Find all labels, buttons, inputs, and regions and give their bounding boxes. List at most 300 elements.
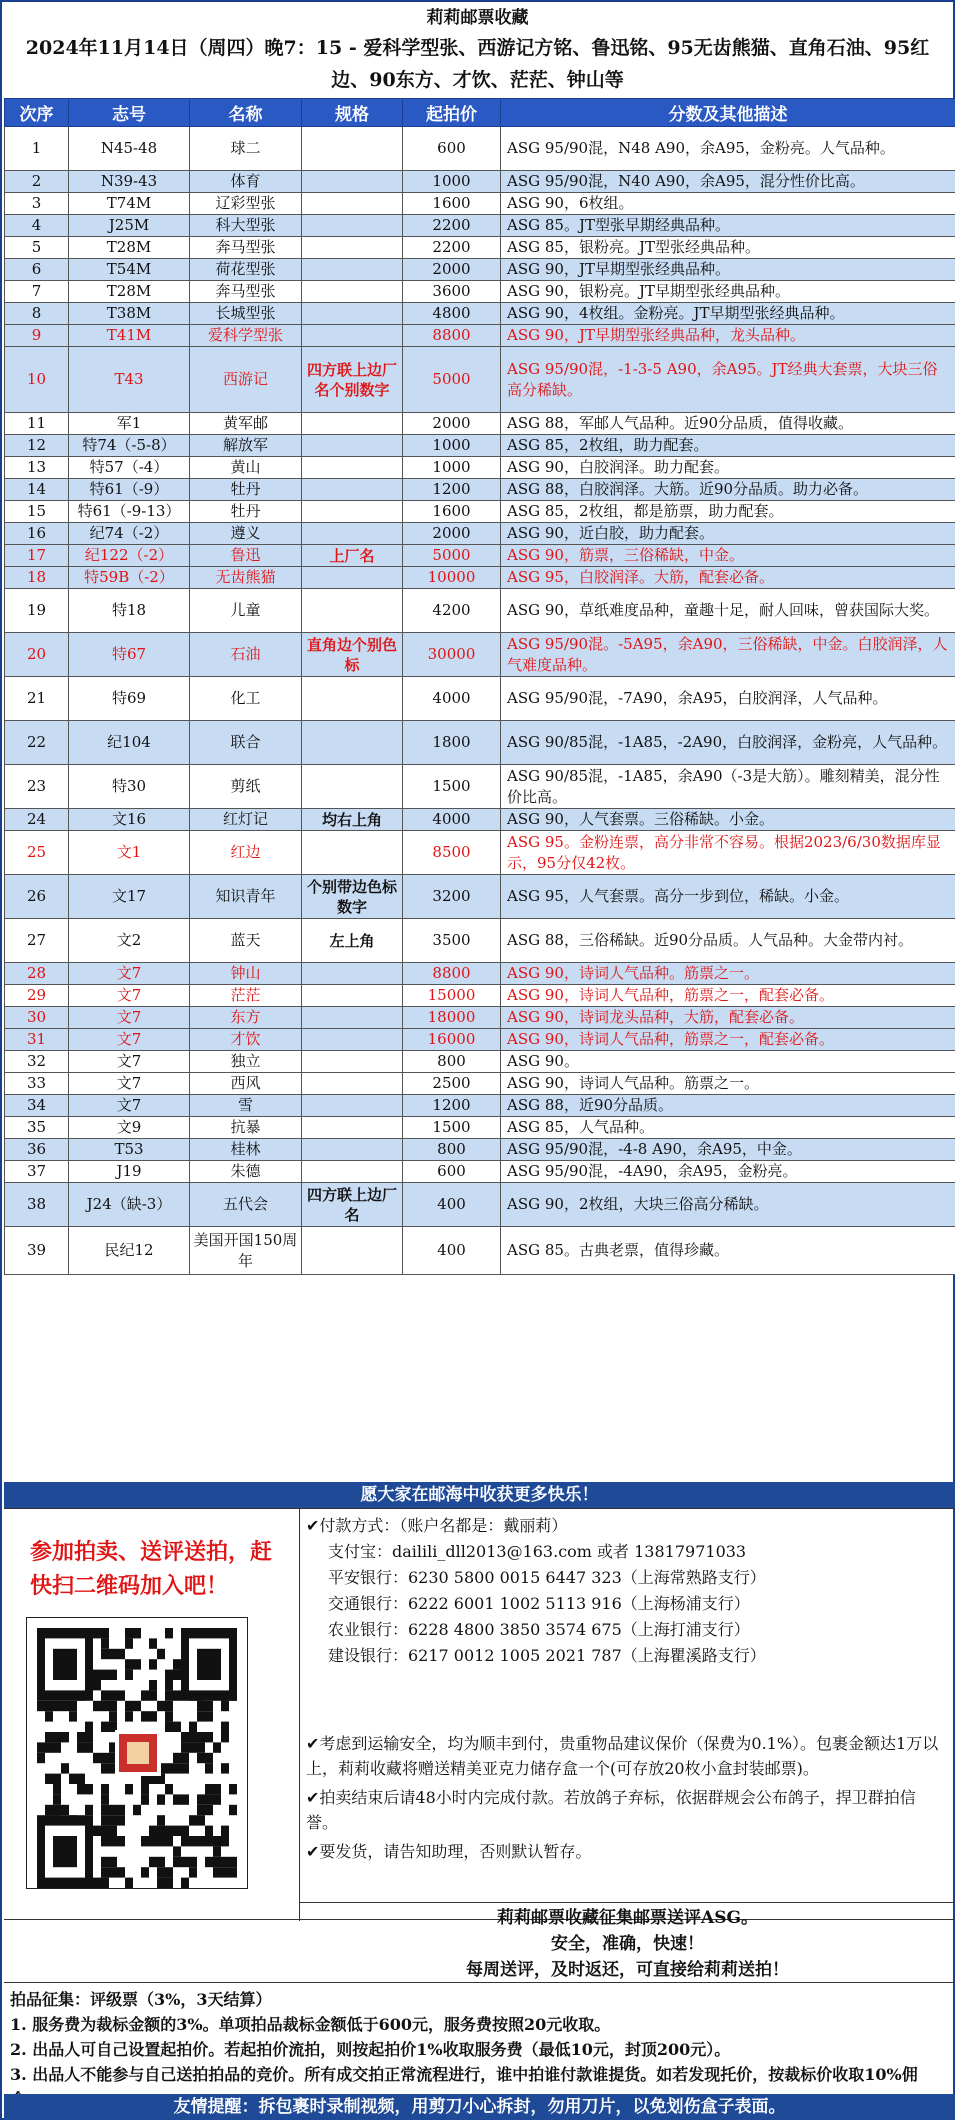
cell-spec [302, 259, 403, 281]
table-header-row [5, 99, 955, 127]
cell-spec [302, 589, 403, 633]
table-row [5, 479, 955, 501]
cell-name: 荷花型张 [190, 259, 302, 281]
cell-spec [302, 127, 403, 171]
cell-spec [302, 281, 403, 303]
cell-desc: ASG 88，三俗稀缺。近90分品质。人气品种。大金带内衬。 [501, 919, 955, 963]
cell-code: N45-48 [69, 127, 190, 171]
banner-top: 愿大家在邮海中收获更多快乐！ [4, 1482, 955, 1508]
cell-price: 5000 [403, 347, 501, 413]
cell-name: 奔马型张 [190, 281, 302, 303]
table-row [5, 875, 955, 919]
cell-desc: ASG 90，诗词人气品种，筋票之一，配套必备。 [501, 1029, 955, 1051]
cell-spec [302, 303, 403, 325]
cell-desc: ASG 90，诗词人气品种。筋票之一。 [501, 963, 955, 985]
cell-no: 4 [5, 215, 69, 237]
cell-name: 雪 [190, 1095, 302, 1117]
table-row [5, 545, 955, 567]
cell-price: 8800 [403, 963, 501, 985]
cell-price: 1600 [403, 501, 501, 523]
cell-spec [302, 215, 403, 237]
table-row [5, 567, 955, 589]
cell-no: 7 [5, 281, 69, 303]
cell-desc: ASG 90，银粉亮。JT早期型张经典品种。 [501, 281, 955, 303]
cell-spec [302, 765, 403, 809]
cell-desc: ASG 95/90混，N48 A90，余A95，金粉亮。人气品种。 [501, 127, 955, 171]
table-row [5, 1139, 955, 1161]
cell-no: 30 [5, 1007, 69, 1029]
cell-name: 辽彩型张 [190, 193, 302, 215]
join-text: 参加拍卖、送评送拍，赶快扫二维码加入吧！ [30, 1539, 273, 1599]
cell-spec [302, 1227, 403, 1275]
cell-no: 34 [5, 1095, 69, 1117]
cell-spec [302, 457, 403, 479]
cell-desc: ASG 90，筋票，三俗稀缺，中金。 [501, 545, 955, 567]
cell-code: 特57（-4） [69, 457, 190, 479]
table-row [5, 1007, 955, 1029]
cell-price: 18000 [403, 1007, 501, 1029]
cell-no: 38 [5, 1183, 69, 1227]
cell-desc: ASG 88，军邮人气品种。近90分品质，值得收藏。 [501, 413, 955, 435]
banner-bottom: 友情提醒：拆包裹时录制视频，用剪刀小心拆封，勿用刀片，以免划伤盒子表面。 [4, 2094, 955, 2120]
cell-name: 红边 [190, 831, 302, 875]
cell-name: 知识青年 [190, 875, 302, 919]
cell-name: 解放军 [190, 435, 302, 457]
cell-desc: ASG 90，白胶润泽。助力配套。 [501, 457, 955, 479]
bank-line: 平安银行：6230 5800 0015 6447 323（上海常熟路支行） [328, 1568, 766, 1587]
cell-code: 纪74（-2） [69, 523, 190, 545]
cell-code: J24（缺-3） [69, 1183, 190, 1227]
cell-name: 化工 [190, 677, 302, 721]
cell-price: 16000 [403, 1029, 501, 1051]
terms-heading: 拍品征集：评级票（3%，3天结算） [10, 1990, 272, 2009]
cell-no: 1 [5, 127, 69, 171]
cell-no: 27 [5, 919, 69, 963]
cell-code: T43 [69, 347, 190, 413]
cell-price: 1500 [403, 765, 501, 809]
cell-spec [302, 193, 403, 215]
cell-spec [302, 479, 403, 501]
cell-price: 4200 [403, 589, 501, 633]
cell-desc: ASG 85。古典老票，值得珍藏。 [501, 1227, 955, 1275]
cell-desc: ASG 90/85混，-1A85，-2A90，白胶润泽，金粉亮，人气品种。 [501, 721, 955, 765]
cell-no: 37 [5, 1161, 69, 1183]
cell-code: J25M [69, 215, 190, 237]
cell-price: 1200 [403, 1095, 501, 1117]
cell-name: 牡丹 [190, 479, 302, 501]
cell-name: 茫茫 [190, 985, 302, 1007]
cell-name: 西游记 [190, 347, 302, 413]
cell-code: 军1 [69, 413, 190, 435]
table-row [5, 435, 955, 457]
cell-spec [302, 831, 403, 875]
info-panel [4, 1508, 955, 1920]
cell-code: 民纪12 [69, 1227, 190, 1275]
cell-desc: ASG 90，草纸难度品种，童趣十足，耐人回味，曾获国际大奖。 [501, 589, 955, 633]
note-delivery: ✔要发货，请告知助理，否则默认暂存。 [306, 1842, 592, 1861]
cell-no: 16 [5, 523, 69, 545]
cell-desc: ASG 95/90混，-1-3-5 A90，余A95。JT经典大套票，大块三俗高分稀缺。 [501, 347, 955, 413]
notes [306, 1731, 946, 1868]
cell-desc: ASG 95，白胶润泽。大筋，配套必备。 [501, 567, 955, 589]
cell-no: 39 [5, 1227, 69, 1275]
cell-name: 牡丹 [190, 501, 302, 523]
cell-name: 联合 [190, 721, 302, 765]
cell-name: 剪纸 [190, 765, 302, 809]
alipay-line: 支付宝：dailili_dll2013@163.com 或者 13817971033 [328, 1542, 747, 1561]
cell-name: 独立 [190, 1051, 302, 1073]
header [4, 4, 951, 96]
cell-no: 20 [5, 633, 69, 677]
cell-desc: ASG 85，银粉亮。JT型张经典品种。 [501, 237, 955, 259]
cell-no: 15 [5, 501, 69, 523]
cell-spec: 四方联上边厂名 [302, 1183, 403, 1227]
cell-spec: 左上角 [302, 919, 403, 963]
cell-desc: ASG 88，近90分品质。 [501, 1095, 955, 1117]
join-box [4, 1509, 300, 1921]
terms-item: 3. 出品人不能参与自己送拍拍品的竞价。所有成交拍正常流程进行，谁中拍谁付款谁提货。如若发现托价，按裁标价收取10%佣 [10, 2065, 918, 2084]
cell-name: 无齿熊猫 [190, 567, 302, 589]
payment-box [300, 1509, 955, 1921]
cell-price: 30000 [403, 633, 501, 677]
table-row [5, 325, 955, 347]
cell-code: T54M [69, 259, 190, 281]
cell-price: 1500 [403, 1117, 501, 1139]
service-box [300, 1902, 955, 1982]
cell-spec: 个别带边色标数字 [302, 875, 403, 919]
cell-code: T53 [69, 1139, 190, 1161]
cell-code: 特69 [69, 677, 190, 721]
cell-name: 才饮 [190, 1029, 302, 1051]
table-row [5, 809, 955, 831]
cell-name: 科大型张 [190, 215, 302, 237]
cell-code: 文7 [69, 1073, 190, 1095]
cell-code: 特18 [69, 589, 190, 633]
cell-no: 11 [5, 413, 69, 435]
page-subtitle: 2024年11月14日（周四）晚7：15 - 爱科学型张、西游记方铭、鲁迅铭、95无齿熊猫、直角石油、95红边、90东方、才饮、茫茫、钟山等 [25, 37, 930, 91]
cell-desc: ASG 85，2枚组，都是筋票，助力配套。 [501, 501, 955, 523]
cell-desc: ASG 95/90混，-7A90，余A95，白胶润泽，人气品种。 [501, 677, 955, 721]
cell-spec [302, 1073, 403, 1095]
cell-price: 600 [403, 1161, 501, 1183]
cell-name: 儿童 [190, 589, 302, 633]
cell-name: 钟山 [190, 963, 302, 985]
cell-price: 2000 [403, 523, 501, 545]
cell-desc: ASG 88，白胶润泽。大筋。近90分品质。助力必备。 [501, 479, 955, 501]
cell-price: 4000 [403, 809, 501, 831]
cell-no: 3 [5, 193, 69, 215]
table-row [5, 281, 955, 303]
cell-name: 西风 [190, 1073, 302, 1095]
cell-name: 东方 [190, 1007, 302, 1029]
cell-spec [302, 721, 403, 765]
note-payment: ✔拍卖结束后请48小时内完成付款。若放鸽子弃标，依据群规会公布鸽子，捍卫群拍信誉。 [306, 1788, 916, 1832]
cell-no: 13 [5, 457, 69, 479]
terms-item: 2. 出品人可自己设置起拍价。若起拍价流拍，则按起拍价1%收取服务费（最低10元，封顶200元）。 [10, 2040, 731, 2059]
cell-code: T74M [69, 193, 190, 215]
cell-code: 特30 [69, 765, 190, 809]
cell-no: 2 [5, 171, 69, 193]
service-line-3: 每周送评，及时返还，可直接给莉莉送拍！ [466, 1960, 789, 1980]
cell-spec: 上厂名 [302, 545, 403, 567]
table-row [5, 1117, 955, 1139]
cell-code: 文7 [69, 963, 190, 985]
cell-spec [302, 1139, 403, 1161]
cell-spec [302, 435, 403, 457]
cell-price: 1600 [403, 193, 501, 215]
cell-spec [302, 567, 403, 589]
cell-no: 10 [5, 347, 69, 413]
cell-price: 1000 [403, 435, 501, 457]
table-row [5, 237, 955, 259]
cell-price: 2000 [403, 413, 501, 435]
cell-price: 3200 [403, 875, 501, 919]
cell-name: 体育 [190, 171, 302, 193]
cell-spec [302, 1117, 403, 1139]
table-row [5, 765, 955, 809]
table-row [5, 1183, 955, 1227]
cell-no: 6 [5, 259, 69, 281]
cell-price: 2000 [403, 259, 501, 281]
cell-no: 26 [5, 875, 69, 919]
cell-name: 桂林 [190, 1139, 302, 1161]
cell-code: T38M [69, 303, 190, 325]
cell-code: 文7 [69, 1029, 190, 1051]
qr-code-icon[interactable] [26, 1617, 248, 1889]
payment-info [306, 1513, 946, 1669]
cell-no: 5 [5, 237, 69, 259]
cell-code: T28M [69, 281, 190, 303]
page-title: 莉莉邮票收藏 [426, 8, 529, 28]
cell-desc: ASG 90/85混，-1A85，余A90（-3是大筋）。雕刻精美，混分性价比高。 [501, 765, 955, 809]
cell-spec [302, 677, 403, 721]
table-row [5, 919, 955, 963]
terms-item: 1. 服务费为裁标金额的3%。单项拍品裁标金额低于600元，服务费按照20元收取。 [10, 2015, 611, 2034]
col-header-no: 次序 [5, 99, 69, 127]
cell-code: 文7 [69, 1007, 190, 1029]
cell-code: 文2 [69, 919, 190, 963]
cell-desc: ASG 95，人气套票。高分一步到位，稀缺。小金。 [501, 875, 955, 919]
table-row [5, 677, 955, 721]
col-header-spec: 规格 [302, 99, 403, 127]
cell-no: 24 [5, 809, 69, 831]
table-row [5, 721, 955, 765]
cell-name: 黄山 [190, 457, 302, 479]
cell-name: 奔马型张 [190, 237, 302, 259]
table-row [5, 1073, 955, 1095]
cell-desc: ASG 85。JT型张早期经典品种。 [501, 215, 955, 237]
cell-spec [302, 1007, 403, 1029]
cell-no: 32 [5, 1051, 69, 1073]
cell-code: 文7 [69, 1095, 190, 1117]
cell-price: 1000 [403, 171, 501, 193]
cell-desc: ASG 95/90混，N40 A90，余A95，混分性价比高。 [501, 171, 955, 193]
cell-spec [302, 237, 403, 259]
cell-desc: ASG 90，近白胶，助力配套。 [501, 523, 955, 545]
cell-no: 18 [5, 567, 69, 589]
table-row [5, 985, 955, 1007]
cell-no: 31 [5, 1029, 69, 1051]
cell-price: 600 [403, 127, 501, 171]
cell-code: J19 [69, 1161, 190, 1183]
cell-code: 文9 [69, 1117, 190, 1139]
cell-price: 4800 [403, 303, 501, 325]
table-row [5, 1095, 955, 1117]
cell-desc: ASG 90，诗词人气品种，筋票之一，配套必备。 [501, 985, 955, 1007]
cell-no: 29 [5, 985, 69, 1007]
cell-spec [302, 413, 403, 435]
cell-price: 8500 [403, 831, 501, 875]
cell-price: 5000 [403, 545, 501, 567]
cell-code: 特67 [69, 633, 190, 677]
cell-name: 遵义 [190, 523, 302, 545]
table-row [5, 215, 955, 237]
cell-spec [302, 985, 403, 1007]
cell-desc: ASG 95/90混，-4-8 A90，余A95，中金。 [501, 1139, 955, 1161]
bank-line: 交通银行：6222 6001 1002 5113 916（上海杨浦支行） [328, 1594, 750, 1613]
cell-no: 28 [5, 963, 69, 985]
table-row [5, 501, 955, 523]
cell-no: 25 [5, 831, 69, 875]
cell-price: 4000 [403, 677, 501, 721]
table-row [5, 413, 955, 435]
cell-no: 23 [5, 765, 69, 809]
col-header-desc: 分数及其他描述 [501, 99, 955, 127]
cell-name: 鲁迅 [190, 545, 302, 567]
table-row [5, 963, 955, 985]
cell-spec [302, 171, 403, 193]
cell-desc: ASG 90，诗词龙头品种，大筋，配套必备。 [501, 1007, 955, 1029]
cell-price: 800 [403, 1139, 501, 1161]
cell-price: 3500 [403, 919, 501, 963]
cell-name: 红灯记 [190, 809, 302, 831]
cell-desc: ASG 95。金粉连票，高分非常不容易。根据2023/6/30数据库显示，95分仅42枚。 [501, 831, 955, 875]
table-row [5, 633, 955, 677]
cell-name: 美国开国150周年 [190, 1227, 302, 1275]
service-line-1: 莉莉邮票收藏征集邮票送评ASG。 [497, 1908, 758, 1928]
cell-code: 特59B（-2） [69, 567, 190, 589]
col-header-name: 名称 [190, 99, 302, 127]
cell-no: 22 [5, 721, 69, 765]
cell-desc: ASG 90，诗词人气品种。筋票之一。 [501, 1073, 955, 1095]
cell-price: 15000 [403, 985, 501, 1007]
cell-price: 3600 [403, 281, 501, 303]
cell-no: 14 [5, 479, 69, 501]
cell-name: 抗暴 [190, 1117, 302, 1139]
cell-code: 文16 [69, 809, 190, 831]
cell-no: 33 [5, 1073, 69, 1095]
cell-name: 五代会 [190, 1183, 302, 1227]
cell-spec: 四方联上边厂名个别数字 [302, 347, 403, 413]
bank-line: 农业银行：6228 4800 3850 3574 675（上海打浦支行） [328, 1620, 750, 1639]
cell-desc: ASG 90，JT早期型张经典品种。 [501, 259, 955, 281]
cell-spec [302, 1029, 403, 1051]
cell-price: 1200 [403, 479, 501, 501]
cell-spec [302, 1051, 403, 1073]
cell-no: 19 [5, 589, 69, 633]
cell-name: 黄军邮 [190, 413, 302, 435]
cell-desc: ASG 90，4枚组。金粉亮。JT早期型张经典品种。 [501, 303, 955, 325]
table-row [5, 171, 955, 193]
cell-desc: ASG 95/90混，-4A90，余A95，金粉亮。 [501, 1161, 955, 1183]
cell-name: 蓝天 [190, 919, 302, 963]
cell-name: 石油 [190, 633, 302, 677]
cell-spec: 均右上角 [302, 809, 403, 831]
cell-price: 8800 [403, 325, 501, 347]
table-row [5, 347, 955, 413]
cell-no: 21 [5, 677, 69, 721]
cell-code: T28M [69, 237, 190, 259]
cell-name: 球二 [190, 127, 302, 171]
cell-price: 800 [403, 1051, 501, 1073]
table-row [5, 831, 955, 875]
cell-no: 35 [5, 1117, 69, 1139]
table-row [5, 1051, 955, 1073]
cell-price: 2200 [403, 215, 501, 237]
cell-price: 1800 [403, 721, 501, 765]
note-shipping: ✔考虑到运输安全，均为顺丰到付，贵重物品建议保价（保费为0.1%）。包裹金额达1万以上，莉莉收藏将赠送精美亚克力储存盒一个(可存放20枚小盒封装邮票)。 [306, 1734, 939, 1778]
cell-spec [302, 325, 403, 347]
cell-price: 400 [403, 1227, 501, 1275]
table-row [5, 457, 955, 479]
table-row [5, 1161, 955, 1183]
cell-code: 特61（-9-13） [69, 501, 190, 523]
table-row [5, 1227, 955, 1275]
cell-code: 文17 [69, 875, 190, 919]
cell-code: T41M [69, 325, 190, 347]
cell-desc: ASG 90，6枚组。 [501, 193, 955, 215]
cell-no: 8 [5, 303, 69, 325]
auction-table [4, 98, 955, 1275]
cell-price: 1000 [403, 457, 501, 479]
cell-code: 纪122（-2） [69, 545, 190, 567]
cell-no: 17 [5, 545, 69, 567]
cell-name: 爱科学型张 [190, 325, 302, 347]
payment-heading: ✔付款方式：（账户名都是：戴丽莉） [306, 1516, 568, 1535]
table-row [5, 523, 955, 545]
cell-code: 文7 [69, 1051, 190, 1073]
cell-no: 9 [5, 325, 69, 347]
table-row [5, 259, 955, 281]
cell-no: 12 [5, 435, 69, 457]
table-row [5, 589, 955, 633]
cell-price: 2500 [403, 1073, 501, 1095]
cell-desc: ASG 90，人气套票。三俗稀缺。小金。 [501, 809, 955, 831]
cell-code: 特61（-9） [69, 479, 190, 501]
service-line-2: 安全，准确，快速！ [551, 1934, 704, 1954]
table-row [5, 303, 955, 325]
cell-spec [302, 501, 403, 523]
cell-spec [302, 963, 403, 985]
cell-code: 纪104 [69, 721, 190, 765]
cell-desc: ASG 90。 [501, 1051, 955, 1073]
cell-desc: ASG 85，2枚组，助力配套。 [501, 435, 955, 457]
table-row [5, 193, 955, 215]
table-row [5, 127, 955, 171]
cell-spec: 直角边个别色标 [302, 633, 403, 677]
terms-box [4, 1982, 955, 2094]
col-header-price: 起拍价 [403, 99, 501, 127]
cell-no: 36 [5, 1139, 69, 1161]
cell-code: N39-43 [69, 171, 190, 193]
cell-code: 文7 [69, 985, 190, 1007]
cell-spec [302, 523, 403, 545]
cell-desc: ASG 95/90混。-5A95，余A90，三俗稀缺，中金。白胶润泽，人气难度品种。 [501, 633, 955, 677]
cell-price: 2200 [403, 237, 501, 259]
cell-desc: ASG 90，2枚组，大块三俗高分稀缺。 [501, 1183, 955, 1227]
table-row [5, 1029, 955, 1051]
cell-price: 400 [403, 1183, 501, 1227]
